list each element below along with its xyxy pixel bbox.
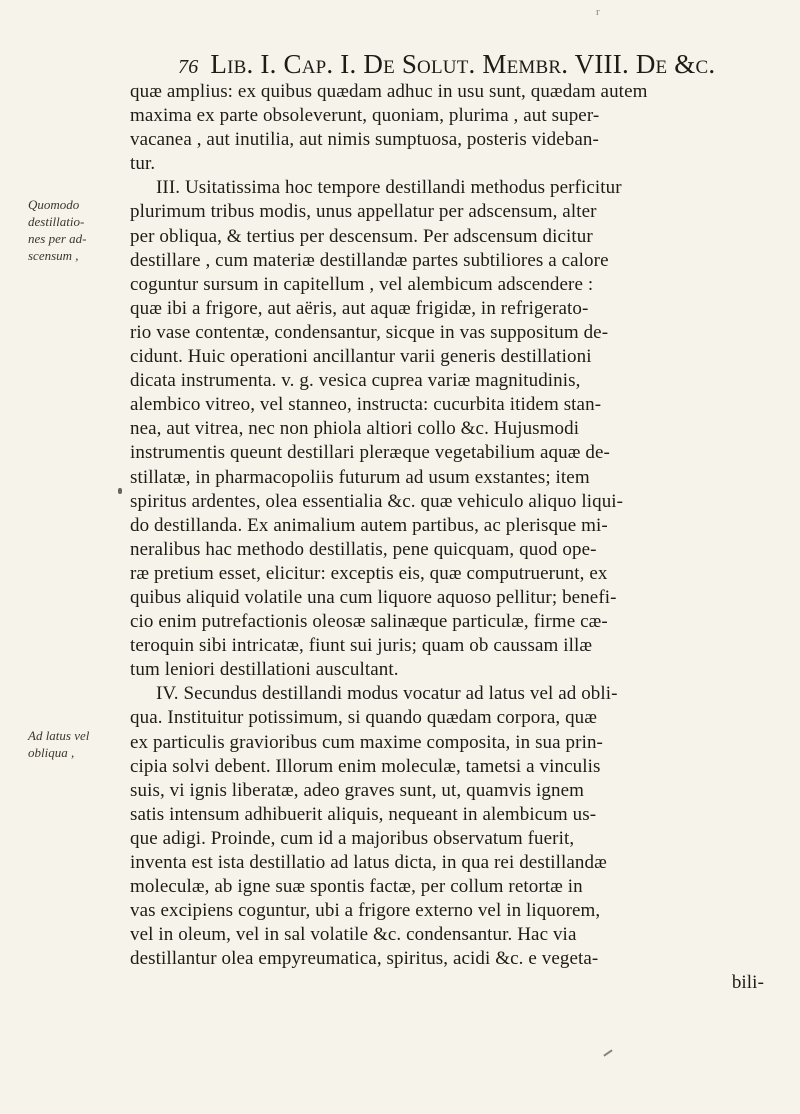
text-line: cidunt. Huic operationi ancillantur varii generis destillationi	[130, 346, 592, 368]
text-line: instrumentis queunt destillari pleræque vegetabilium aquæ de-	[130, 442, 610, 464]
text-line: coguntur sursum in capitellum , vel alembicum adscendere :	[130, 273, 594, 295]
text-line: quæ amplius: ex quibus quædam adhuc in usu sunt, quædam autem	[130, 81, 648, 102]
margin-note-line: scensum ,	[28, 248, 79, 263]
text-line: nea, aut vitrea, nec non phiola altiori collo &c. Hujusmodi	[130, 418, 580, 440]
body-text	[130, 80, 766, 996]
text-line: tum leniori destillationi auscultant.	[130, 659, 399, 681]
text-line: destillare , cum materiæ destillandæ partes subtiliores a calore	[130, 249, 609, 271]
text-line: spiritus ardentes, olea essentialia &c. quæ vehiculo aliquo liqui-	[130, 490, 624, 512]
text-line: vel in oleum, vel in sal volatile &c. condensantur. Hac via	[130, 924, 577, 946]
text-line: dicata instrumenta. v. g. vesica cuprea variæ magnitudinis,	[130, 370, 581, 392]
page-number: 76	[178, 56, 199, 78]
text-line: suis, vi ignis liberatæ, adeo graves sunt, ut, quamvis ignem	[130, 779, 585, 801]
text-line: rio vase contentæ, condensantur, sicque in vas suppositum de-	[130, 321, 609, 343]
text-line: IV. Secundus destillandi modus vocatur ad latus vel ad obli-	[156, 683, 618, 705]
running-head-title: Lib. I. Cap. I. De Solut. Membr. VIII. De &c.	[210, 49, 716, 79]
running-head	[178, 44, 778, 84]
margin-note-line: Quomodo	[28, 197, 80, 212]
text-line: que adigi. Proinde, cum id a majoribus observatum fuerit,	[130, 827, 575, 849]
text-line: tur.	[130, 153, 156, 175]
margin-note-line: nes per ad-	[28, 231, 87, 246]
text-line: inventa est ista destillatio ad latus dicta, in qua rei destillandæ	[130, 852, 607, 873]
text-line: teroquin sibi intricatæ, fiunt sui juris; quam ob caussam illæ	[130, 635, 593, 657]
text-line: moleculæ, ab igne suæ spontis factæ, per collum retortæ in	[130, 876, 583, 898]
margin-note-line: Ad latus vel	[28, 728, 90, 743]
text-line: ræ pretium esset, elicitur: exceptis eis, quæ computruerunt, ex	[130, 562, 608, 584]
catchword: bili-	[731, 972, 764, 994]
margin-note-line: obliqua ,	[28, 745, 75, 760]
text-line: maxima ex parte obsoleverunt, quoniam, plurima , aut super-	[130, 105, 600, 127]
text-line: neralibus hac methodo destillatis, pene quicquam, quod ope-	[130, 538, 597, 560]
text-line: vas excipiens coguntur, ubi a frigore externo vel in liquorem,	[130, 900, 601, 922]
margin-note-obliqua	[28, 727, 128, 761]
margin-note-adscensum	[28, 196, 128, 264]
text-line: alembico vitreo, vel stanneo, instructa: cucurbita itidem stan-	[130, 394, 602, 416]
text-line: stillatæ, in pharmacopoliis futurum ad usum exstantes; item	[130, 466, 590, 488]
text-line: quibus aliquid volatile una cum liquore aquoso pellitur; benefi-	[130, 586, 617, 608]
text-line: do destillanda. Ex animalium autem partibus, ac plerisque mi-	[130, 514, 608, 536]
text-line: plurimum tribus modis, unus appellatur per adscensum, alter	[130, 201, 597, 223]
text-line: ex particulis gravioribus cum maxime composita, in sua prin-	[130, 731, 603, 753]
ink-dot	[118, 488, 122, 494]
text-line: destillantur olea empyreumatica, spiritus, acidi &c. e vegeta-	[130, 948, 599, 970]
text-line: vacanea , aut inutilia, aut nimis sumptuosa, posteris videban-	[130, 129, 599, 151]
text-line: cio enim putrefactionis oleosæ salinæque particulæ, firme cæ-	[130, 611, 608, 633]
text-line: per obliqua, & tertius per descensum. Per adscensum dicitur	[130, 225, 593, 247]
top-mark: r	[596, 6, 600, 18]
pen-mark	[603, 1049, 612, 1056]
text-line: satis intensum adhibuerit aliquis, nequeant in alembicum us-	[130, 803, 597, 825]
text-line: III. Usitatissima hoc tempore destillandi methodus perficitur	[156, 177, 622, 199]
text-line: quæ ibi a frigore, aut aëris, aut aquæ frigidæ, in refrigerato-	[130, 297, 589, 319]
text-line: qua. Instituitur potissimum, si quando quædam corpora, quæ	[130, 707, 598, 729]
margin-note-line: destillatio-	[28, 214, 85, 229]
text-line: cipia solvi debent. Illorum enim moleculæ, tametsi a vinculis	[130, 755, 601, 777]
